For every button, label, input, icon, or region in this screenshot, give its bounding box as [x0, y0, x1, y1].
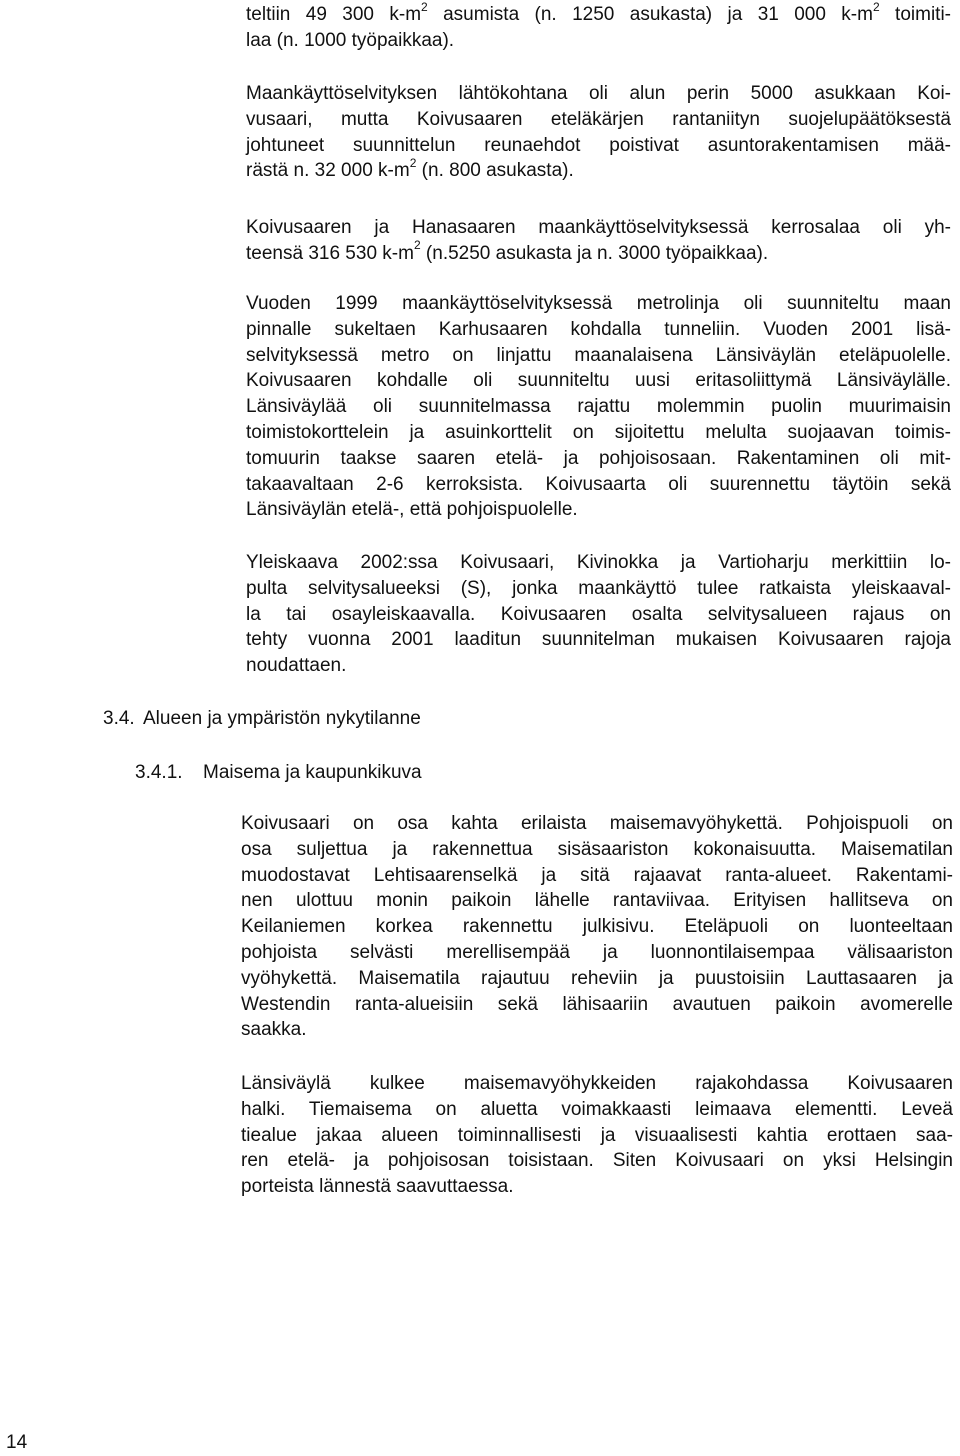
text-run: Vuoden 1999 maankäyttöselvityksessä metrolinja oli suunniteltu maan: [246, 293, 951, 314]
text-line: [241, 1174, 953, 1200]
text-run: vusaari, mutta Koivusaaren eteläkärjen rantaniityn suojelupäätöksestä: [246, 108, 951, 130]
text-run: selvityksessä metro on linjattu maanalaisena Länsiväylän eteläpuolelle.: [246, 344, 951, 366]
text-run: Länsiväylää oli suunnitelmassa rajattu molemmin puolin muurimaisin: [246, 396, 951, 418]
text-line: [241, 1017, 953, 1043]
subsection-heading: [135, 760, 422, 786]
text-run: tiealue jakaa alueen toiminnallisesti ja visuaalisesti kahtia erottaen saa-: [241, 1124, 953, 1146]
text-line: [246, 2, 951, 28]
text-run: Koivusaari on osa kahta erilaista maisemavyöhykettä. Pohjoispuoli on: [241, 813, 953, 834]
text-line: [241, 1123, 953, 1149]
text-run: (n.5250 asukasta ja n. 3000 työpaikkaa).: [420, 242, 769, 264]
text-run: la tai osayleiskaavalla. Koivusaaren osalta selvitysalueen rajaus on: [246, 603, 951, 625]
text-run: toimistokorttelein ja asuinkorttelit on sijoitettu melulta suojaavan toimis-: [246, 421, 951, 443]
text-run: teltiin 49 300 k-m: [246, 4, 422, 25]
subsection-number: 3.4.1.: [135, 762, 183, 783]
subsection-title: Maisema ja kaupunkikuva: [203, 762, 422, 783]
text-run: Yleiskaava 2002:ssa Koivusaari, Kivinokka ja Vartioharju merkittiin lo-: [246, 552, 951, 573]
paragraph: [241, 811, 953, 1043]
text-run: halki. Tiemaisema on aluetta voimakkaasti leimaava elementti. Leveä: [241, 1098, 953, 1120]
text-line: [246, 317, 951, 343]
intro-paragraph: [246, 2, 951, 54]
text-run: toimiti-: [879, 4, 951, 25]
text-line: [241, 888, 953, 914]
text-run: rästä n. 32 000 k-m: [246, 160, 410, 182]
text-line: [246, 653, 951, 679]
text-line: [246, 420, 951, 446]
text-run: Keilaniemen korkea rakennettu julkisivu. Eteläpuoli on luonteeltaan: [241, 916, 953, 938]
superscript: 2: [872, 0, 880, 14]
text-run: vyöhykettä. Maisematila rajautuu reheviin ja puustoisiin Lauttasaaren ja: [241, 967, 953, 989]
text-run: Koivusaaren ja Hanasaaren maankäyttöselvityksessä kerrosalaa oli yh-: [246, 217, 951, 238]
paragraph: [246, 81, 951, 184]
text-line: [241, 992, 953, 1018]
superscript: 2: [413, 238, 421, 253]
text-line: [246, 158, 951, 184]
text-line: [241, 1071, 953, 1097]
text-run: pulta selvitysalueeksi (S), jonka maankäyttö tulee ratkaista yleiskaaval-: [246, 577, 951, 599]
text-run: ren etelä- ja pohjoisosan toisistaan. Siten Koivusaari on yksi Helsingin: [241, 1150, 953, 1172]
text-line: [246, 576, 951, 602]
text-line: [241, 863, 953, 889]
text-line: [246, 472, 951, 498]
text-run: porteista lännestä saavuttaessa.: [241, 1176, 514, 1198]
paragraph: [246, 550, 951, 679]
text-run: teensä 316 530 k-m: [246, 242, 414, 264]
text-run: noudattaen.: [246, 655, 347, 677]
text-line: [246, 368, 951, 394]
text-run: asumista (n. 1250 asukasta) ja 31 000 k-m: [427, 4, 873, 25]
text-run: nen ulottuu monin paikoin lähelle rantaviivaa. Erityisen hallitseva on: [241, 890, 953, 912]
text-run: (n. 800 asukasta).: [416, 160, 574, 182]
text-run: pinnalle sukeltaen Karhusaaren kohdalla tunneliin. Vuoden 2001 lisä-: [246, 318, 951, 340]
text-run: johtuneet suunnittelun reunaehdot poistivat asuntorakentamisen mää-: [246, 134, 951, 156]
text-line: [241, 940, 953, 966]
text-run: pohjoista selvästi merellisempää ja luonnontilaisempaa välisaariston: [241, 941, 953, 963]
superscript: 2: [421, 0, 428, 14]
section-heading: [103, 706, 421, 732]
text-line: [246, 291, 951, 317]
text-run: tomuurin taakse saaren etelä- ja pohjoisosaan. Rakentaminen oli mit-: [246, 447, 951, 469]
text-line: [241, 914, 953, 940]
text-line: [246, 627, 951, 653]
page-number: 14: [6, 1432, 28, 1453]
text-run: takaavaltaan 2-6 kerroksista. Koivusaarta oli suurennettu täytöin sekä: [246, 473, 951, 495]
text-run: Länsiväylän etelä-, että pohjoispuolelle.: [246, 499, 578, 521]
text-line: [246, 215, 951, 241]
text-line: [241, 837, 953, 863]
paragraph: [241, 1071, 953, 1200]
paragraph: [246, 291, 951, 523]
text-run: saakka.: [241, 1019, 307, 1041]
text-line: [241, 1097, 953, 1123]
text-line: laa (n. 1000 työpaikkaa).: [246, 29, 455, 51]
text-line: [246, 446, 951, 472]
text-run: muodostavat Lehtisaarenselkä ja sitä rajaavat ranta-alueet. Rakentami-: [241, 864, 953, 886]
text-run: Westendin ranta-alueisiin sekä lähisaariin avautuen paikoin avomerelle: [241, 993, 953, 1015]
text-line: [246, 497, 951, 523]
text-run: osa suljettua ja rakennettua sisäsaariston kokonaisuutta. Maisematilan: [241, 838, 953, 860]
text-line: [246, 238, 951, 267]
text-line: [246, 602, 951, 628]
text-run: Maankäyttöselvityksen lähtökohtana oli alun perin 5000 asukkaan Koi-: [246, 83, 951, 104]
text-line: [241, 1148, 953, 1174]
text-line: [241, 811, 953, 837]
text-line: [241, 966, 953, 992]
section-title: Alueen ja ympäristön nykytilanne: [143, 708, 421, 729]
superscript: 2: [409, 156, 417, 171]
text-line: [246, 343, 951, 369]
text-line: [246, 394, 951, 420]
text-line: [246, 133, 951, 159]
text-line: [246, 81, 951, 107]
text-run: Länsiväylä kulkee maisemavyöhykkeiden rajakohdassa Koivusaaren: [241, 1073, 953, 1094]
text-line: [246, 550, 951, 576]
text-line: [246, 107, 951, 133]
text-run: Koivusaaren kohdalle oli suunniteltu uusi eritasoliittymä Länsiväylälle.: [246, 370, 951, 392]
section-number: 3.4.: [103, 708, 135, 729]
paragraph: [246, 215, 951, 267]
text-run: tehty vuonna 2001 laaditun suunnitelman mukaisen Koivusaaren rajoja: [246, 629, 951, 651]
